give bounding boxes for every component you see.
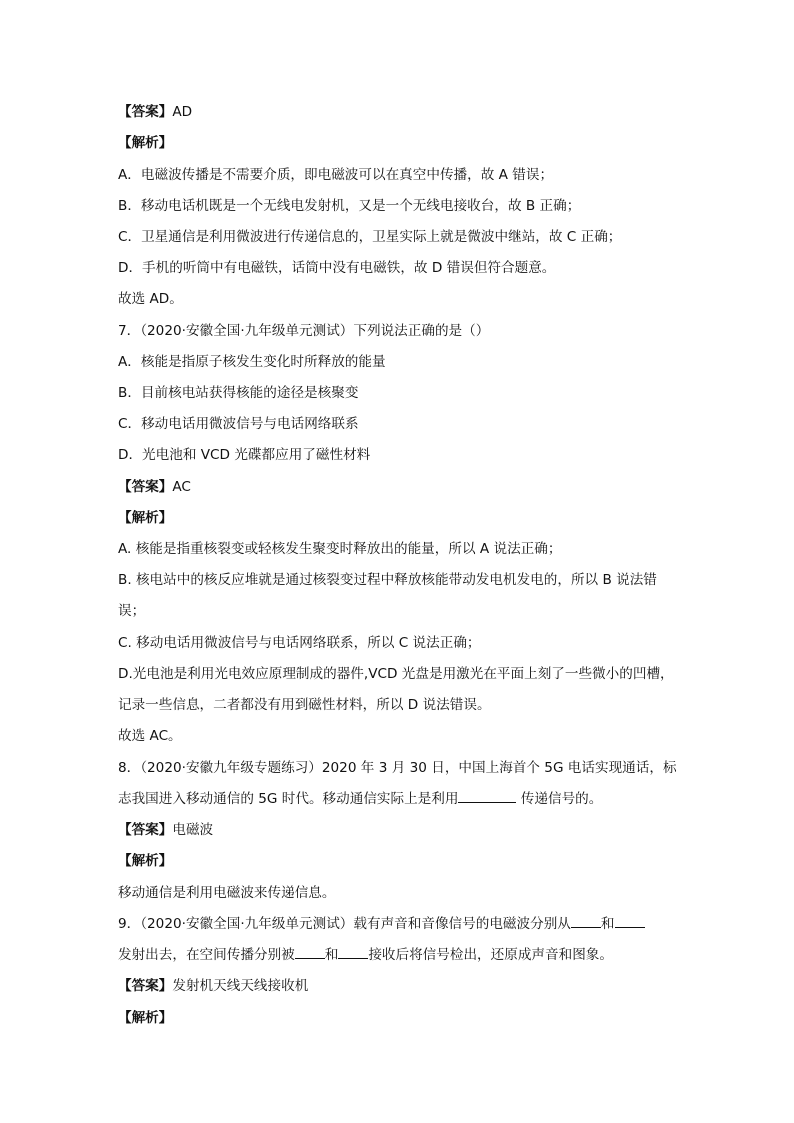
analysis-line: D．手机的听筒中有电磁铁，话筒中没有电磁铁，故 D 错误但符合题意。	[118, 260, 556, 276]
analysis-line: B. 核电站中的核反应堆就是通过核裂变过程中释放核能带动发电机发电的，所以 B 说法错	[118, 572, 657, 588]
answer-label: 【答案】	[118, 978, 173, 994]
answer-line-q9	[118, 976, 688, 996]
fill-blank[interactable]	[571, 914, 601, 928]
stem-text: 志我国进入移动通信的 5G 时代。移动通信实际上是利用	[118, 791, 459, 807]
answer-value: AD	[172, 104, 193, 120]
answer-line-q6	[118, 102, 688, 122]
fill-blank[interactable]	[338, 945, 368, 959]
conclusion-q6: 故选 AD。	[118, 291, 183, 307]
answer-value: 发射机天线天线接收机	[172, 978, 309, 994]
stem-text: 发射出去，在空间传播分别被	[118, 947, 295, 963]
conclusion-q7: 故选 AC。	[118, 728, 182, 744]
stem-text: 传递信号的。	[516, 791, 603, 807]
answer-value: AC	[172, 479, 191, 495]
option-a: A．核能是指原子核发生变化时所释放的能量	[118, 354, 386, 370]
analysis-line: C. 移动电话用微波信号与电话网络联系，所以 C 说法正确；	[118, 635, 481, 651]
fill-blank[interactable]	[458, 789, 516, 803]
question-stem-q8: 8．（2020·安徽九年级专题练习）2020 年 3 月 30 日，中国上海首个 5G 电话实现通话，标	[118, 760, 677, 776]
answer-label: 【答案】	[118, 479, 173, 495]
answer-label: 【答案】	[118, 104, 173, 120]
analysis-label-q7: 【解析】	[118, 510, 173, 526]
analysis-line: A. 核能是指重核裂变或轻核发生聚变时释放出的能量，所以 A 说法正确；	[118, 541, 562, 557]
analysis-line: 误；	[118, 603, 146, 619]
question-stem-q9-line2	[118, 945, 688, 965]
answer-line-q8	[118, 820, 688, 840]
analysis-label-q9: 【解析】	[118, 1010, 173, 1026]
analysis-label-q8: 【解析】	[118, 853, 173, 869]
answer-label: 【答案】	[118, 822, 173, 838]
question-stem-q9	[118, 914, 688, 934]
option-d: D．光电池和 VCD 光碟都应用了磁性材料	[118, 447, 371, 463]
question-stem-q7: 7．（2020·安徽全国·九年级单元测试）下列说法正确的是（）	[118, 323, 490, 339]
stem-text: 接收后将信号检出，还原成声音和图象。	[368, 947, 613, 963]
fill-blank[interactable]	[615, 914, 645, 928]
analysis-line: 移动通信是利用电磁波来传递信息。	[118, 885, 336, 901]
fill-blank[interactable]	[295, 945, 325, 959]
analysis-line: D.光电池是利用光电效应原理制成的器件,VCD 光盘是用激光在平面上刻了一些微小的凹槽，	[118, 666, 674, 682]
analysis-line: C．卫星通信是利用微波进行传递信息的，卫星实际上就是微波中继站，故 C 正确；	[118, 229, 622, 245]
answer-line-q7	[118, 477, 688, 497]
question-stem-q8-line2	[118, 789, 688, 809]
option-b: B．目前核电站获得核能的途径是核聚变	[118, 385, 359, 401]
option-c: C．移动电话用微波信号与电话网络联系	[118, 416, 359, 432]
stem-text: 9．（2020·安徽全国·九年级单元测试）载有声音和音像信号的电磁波分别从	[118, 916, 571, 932]
stem-text: 和	[324, 947, 339, 963]
answer-value: 电磁波	[172, 822, 214, 838]
analysis-line: 记录一些信息，二者都没有用到磁性材料，所以 D 说法错误。	[118, 697, 491, 713]
analysis-label-q6: 【解析】	[118, 135, 173, 151]
stem-text: 和	[600, 916, 615, 932]
analysis-line: A．电磁波传播是不需要介质，即电磁波可以在真空中传播，故 A 错误；	[118, 167, 554, 183]
analysis-line: B．移动电话机既是一个无线电发射机，又是一个无线电接收台，故 B 正确；	[118, 198, 581, 214]
